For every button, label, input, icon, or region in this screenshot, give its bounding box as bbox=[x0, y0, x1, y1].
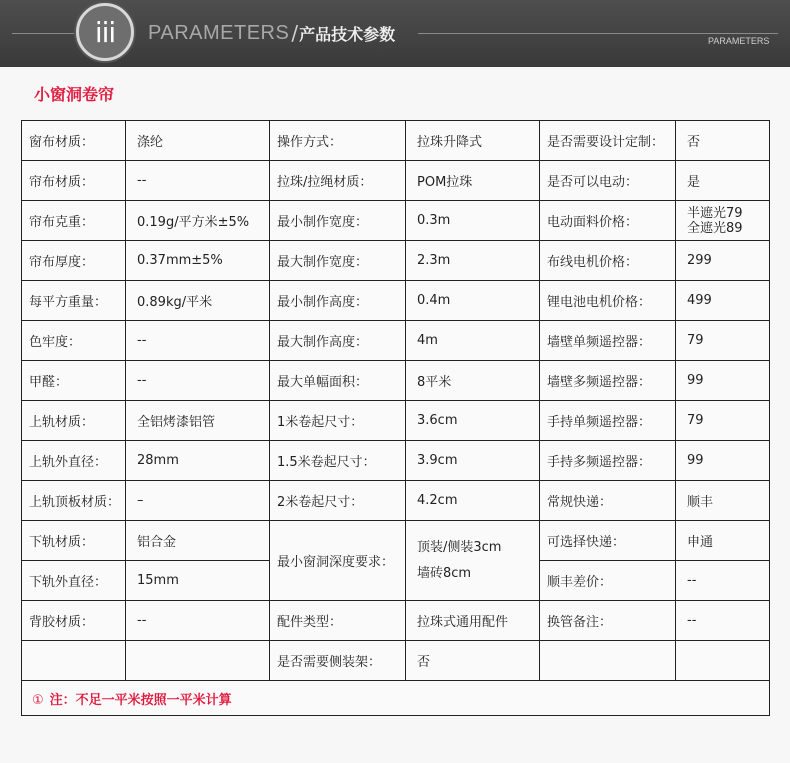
spec-value: 否 bbox=[406, 641, 540, 681]
spec-label: 上轨材质： bbox=[22, 401, 126, 441]
table-row bbox=[22, 401, 770, 441]
spec-label: 顺丰差价： bbox=[540, 561, 676, 601]
spec-label: 最大单幅面积： bbox=[270, 361, 406, 401]
price-full-blackout: 全遮光89 bbox=[687, 220, 743, 236]
spec-label: 帘布克重： bbox=[22, 201, 126, 241]
spec-value: -- bbox=[126, 161, 270, 201]
table-row bbox=[22, 601, 770, 641]
table-row bbox=[22, 441, 770, 481]
spec-label: 色牢度： bbox=[22, 321, 126, 361]
spec-value bbox=[126, 641, 270, 681]
spec-label: 下轨材质： bbox=[22, 521, 126, 561]
spec-table bbox=[21, 120, 770, 716]
spec-value: 99 bbox=[676, 361, 770, 401]
table-row bbox=[22, 641, 770, 681]
note-row bbox=[22, 681, 770, 716]
spec-label: 是否需要设计定制： bbox=[540, 121, 676, 161]
note-marker: ① bbox=[32, 692, 44, 708]
spec-value: 顺丰 bbox=[676, 481, 770, 521]
table-row bbox=[22, 321, 770, 361]
spec-label: 操作方式： bbox=[270, 121, 406, 161]
spec-label: 2米卷起尺寸： bbox=[270, 481, 406, 521]
spec-label: 最小窗洞深度要求： bbox=[270, 521, 406, 601]
spec-label: 手持多频遥控器： bbox=[540, 441, 676, 481]
spec-value: 涤纶 bbox=[126, 121, 270, 161]
spec-value: 0.37mm±5% bbox=[126, 241, 270, 281]
spec-label: 上轨顶板材质： bbox=[22, 481, 126, 521]
spec-label: 帘布材质： bbox=[22, 161, 126, 201]
table-row bbox=[22, 201, 770, 241]
header-title-slash: / bbox=[291, 21, 299, 45]
spec-value: 4m bbox=[406, 321, 540, 361]
header-badge-icon bbox=[76, 3, 134, 61]
table-row bbox=[22, 241, 770, 281]
spec-value: 0.3m bbox=[406, 201, 540, 241]
spec-label: 最大制作宽度： bbox=[270, 241, 406, 281]
spec-label: 背胶材质： bbox=[22, 601, 126, 641]
spec-label: 上轨外直径： bbox=[22, 441, 126, 481]
note-text: 注：不足一平米按照一平米计算 bbox=[49, 692, 232, 708]
table-row bbox=[22, 121, 770, 161]
spec-value: 4.2cm bbox=[406, 481, 540, 521]
spec-label: 墙壁单频遥控器： bbox=[540, 321, 676, 361]
spec-value: -- bbox=[676, 601, 770, 641]
spec-label: 最大制作高度： bbox=[270, 321, 406, 361]
spec-value: 0.4m bbox=[406, 281, 540, 321]
table-row bbox=[22, 161, 770, 201]
spec-label: 常规快递： bbox=[540, 481, 676, 521]
spec-label: 墙壁多频遥控器： bbox=[540, 361, 676, 401]
spec-label: 拉珠/拉绳材质： bbox=[270, 161, 406, 201]
spec-value: -- bbox=[126, 601, 270, 641]
header-title bbox=[148, 20, 395, 46]
spec-value: 0.19g/平方米±5% bbox=[126, 201, 270, 241]
spec-value: 铝合金 bbox=[126, 521, 270, 561]
spec-value: 99 bbox=[676, 441, 770, 481]
section-title: 小窗洞卷帘 bbox=[34, 85, 115, 104]
header-divider-right bbox=[418, 33, 778, 34]
note-cell bbox=[22, 681, 770, 716]
spec-value: -- bbox=[126, 321, 270, 361]
spec-value: -- bbox=[126, 361, 270, 401]
spec-value: 申通 bbox=[676, 521, 770, 561]
header-banner bbox=[0, 0, 790, 67]
spec-label: 是否可以电动： bbox=[540, 161, 676, 201]
spec-label: 甲醛： bbox=[22, 361, 126, 401]
spec-label: 下轨外直径： bbox=[22, 561, 126, 601]
spec-value: – bbox=[126, 481, 270, 521]
spec-value: 拉珠升降式 bbox=[406, 121, 540, 161]
spec-value bbox=[676, 641, 770, 681]
spec-value: 是 bbox=[676, 161, 770, 201]
header-divider-left bbox=[12, 33, 80, 34]
depth-tile-wall: 墙砖8cm bbox=[417, 565, 472, 581]
spec-value: 3.6cm bbox=[406, 401, 540, 441]
spec-value-motor-fabric-price bbox=[676, 201, 770, 241]
spec-value: POM拉珠 bbox=[406, 161, 540, 201]
spec-label bbox=[22, 641, 126, 681]
spec-value: -- bbox=[676, 561, 770, 601]
spec-label: 锂电池电机价格： bbox=[540, 281, 676, 321]
spec-label: 窗布材质： bbox=[22, 121, 126, 161]
spec-label bbox=[540, 641, 676, 681]
spec-value: 28mm bbox=[126, 441, 270, 481]
spec-value: 0.89kg/平米 bbox=[126, 281, 270, 321]
spec-label: 可选择快递： bbox=[540, 521, 676, 561]
badge-label: iii bbox=[94, 15, 116, 49]
spec-label: 1.5米卷起尺寸： bbox=[270, 441, 406, 481]
spec-value: 3.9cm bbox=[406, 441, 540, 481]
spec-value: 499 bbox=[676, 281, 770, 321]
table-row bbox=[22, 361, 770, 401]
header-title-cn: 产品技术参数 bbox=[299, 24, 396, 44]
depth-top-side-mount: 顶装/侧装3cm bbox=[417, 539, 502, 555]
spec-label: 电动面料价格： bbox=[540, 201, 676, 241]
header-subtitle: PARAMETERS bbox=[708, 36, 770, 46]
spec-label: 换管备注： bbox=[540, 601, 676, 641]
spec-label: 1米卷起尺寸： bbox=[270, 401, 406, 441]
spec-value: 否 bbox=[676, 121, 770, 161]
table-row bbox=[22, 481, 770, 521]
spec-label: 每平方重量： bbox=[22, 281, 126, 321]
spec-value-window-depth bbox=[406, 521, 540, 601]
spec-value: 299 bbox=[676, 241, 770, 281]
table-row bbox=[22, 281, 770, 321]
spec-value: 2.3m bbox=[406, 241, 540, 281]
price-half-blackout: 半遮光79 bbox=[687, 205, 743, 221]
spec-label: 是否需要侧装架： bbox=[270, 641, 406, 681]
spec-value: 拉珠式通用配件 bbox=[406, 601, 540, 641]
spec-label: 布线电机价格： bbox=[540, 241, 676, 281]
spec-label: 最小制作高度： bbox=[270, 281, 406, 321]
spec-label: 配件类型： bbox=[270, 601, 406, 641]
spec-value: 15mm bbox=[126, 561, 270, 601]
spec-value: 79 bbox=[676, 321, 770, 361]
header-title-en: PARAMETERS bbox=[148, 21, 290, 44]
spec-label: 最小制作宽度： bbox=[270, 201, 406, 241]
spec-value: 79 bbox=[676, 401, 770, 441]
spec-label: 帘布厚度： bbox=[22, 241, 126, 281]
table-row bbox=[22, 521, 770, 561]
spec-value: 全铝烤漆铝管 bbox=[126, 401, 270, 441]
spec-value: 8平米 bbox=[406, 361, 540, 401]
spec-label: 手持单频遥控器： bbox=[540, 401, 676, 441]
